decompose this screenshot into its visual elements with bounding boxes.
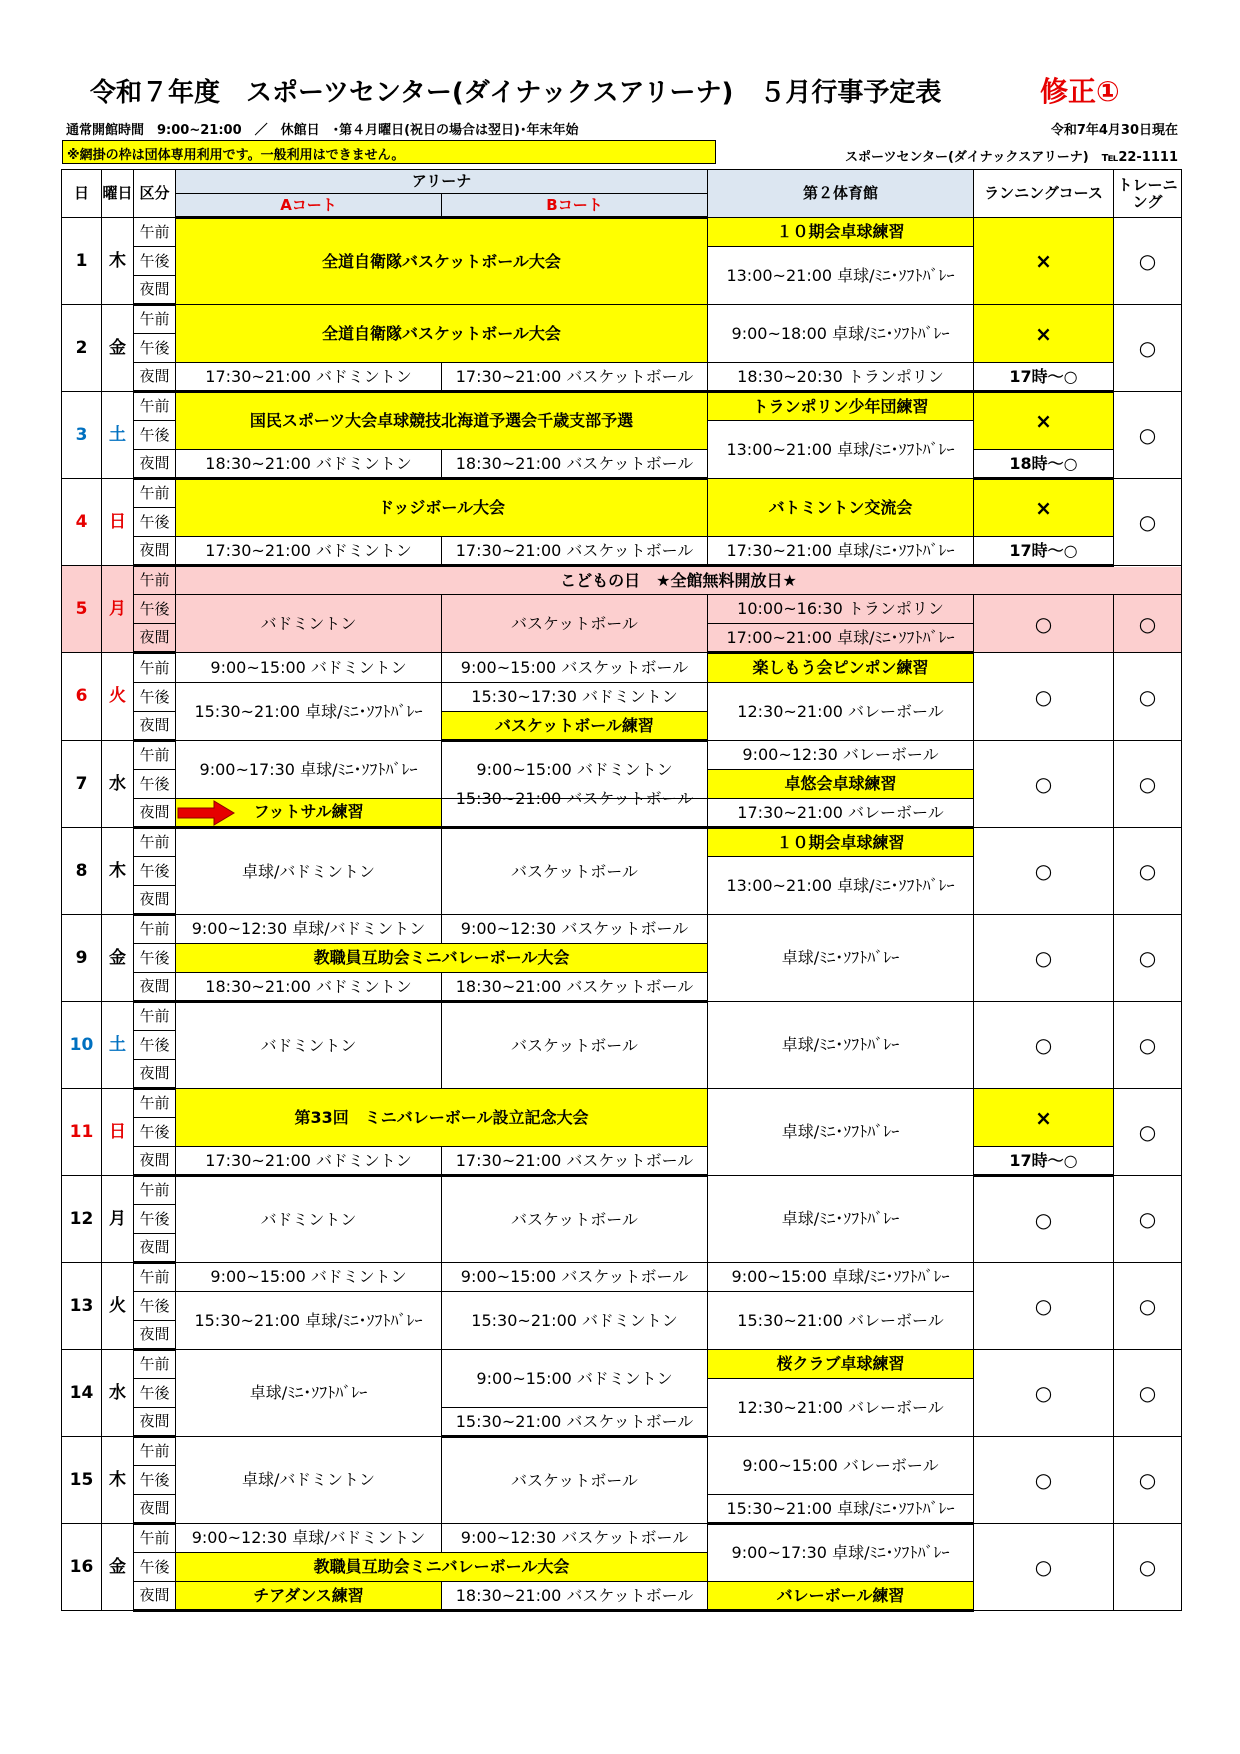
period-pm: 午後	[134, 1466, 176, 1495]
training-status: ○	[1114, 479, 1182, 566]
arena-event: ドッジボール大会	[176, 479, 708, 537]
day-of-week: 木	[102, 218, 134, 305]
col-court-b: Bコート	[442, 194, 708, 218]
period-am: 午前	[134, 1263, 176, 1292]
day-number: 14	[62, 1350, 102, 1437]
arena-event: 第33回 ミニバレーボール設立記念大会	[176, 1089, 708, 1147]
day-number: 6	[62, 653, 102, 741]
arena-event: 全道自衛隊バスケットボール大会	[176, 218, 708, 305]
gym2-ampm: 9:00~17:30 卓球/ﾐﾆ･ｿﾌﾄﾊﾞﾚｰ	[708, 1524, 974, 1582]
day-number: 11	[62, 1089, 102, 1176]
gym2-am: 楽しもう会ピンポン練習	[708, 653, 974, 683]
gym2-all: 卓球/ﾐﾆ･ｿﾌﾄﾊﾞﾚｰ	[708, 1176, 974, 1263]
running-status: ○	[974, 653, 1114, 741]
training-status: ○	[1114, 595, 1182, 653]
holiday-banner: こどもの日 ★全館無料開放日★	[176, 566, 1182, 595]
gym2-am: 桜クラブ卓球練習	[708, 1350, 974, 1379]
court-a-night: チアダンス練習	[176, 1582, 442, 1611]
day-of-week: 木	[102, 1437, 134, 1524]
gym2-all: 卓球/ﾐﾆ･ｿﾌﾄﾊﾞﾚｰ	[708, 915, 974, 1002]
court-b-am: 9:00~15:00 バドミントン	[442, 1350, 708, 1408]
period-pm: 午後	[134, 421, 176, 450]
running-status: ×	[974, 1089, 1114, 1147]
running-status: ×	[974, 305, 1114, 363]
period-pm: 午後	[134, 247, 176, 276]
running-status: ×	[974, 392, 1114, 450]
court-b-am: 9:00~15:00 バスケットボール	[442, 653, 708, 683]
col-gym2: 第２体育館	[708, 170, 974, 218]
day-number: 7	[62, 741, 102, 828]
court-b-night: 17:30~21:00 バスケットボール	[442, 1147, 708, 1176]
training-status: ○	[1114, 1263, 1182, 1350]
period-pm: 午後	[134, 1118, 176, 1147]
period-am: 午前	[134, 1089, 176, 1118]
court-a-am: 9:00~15:00 バドミントン	[176, 653, 442, 683]
period-pm: 午後	[134, 1292, 176, 1321]
court-b-am: 9:00~15:00 バスケットボール	[442, 1263, 708, 1292]
gym2-pm: 12:30~21:00 バレーボール	[708, 683, 974, 741]
day-of-week: 月	[102, 1176, 134, 1263]
court-a-night: 18:30~21:00 バドミントン	[176, 450, 442, 479]
period-night: 夜間	[134, 537, 176, 566]
period-night: 夜間	[134, 799, 176, 828]
notice-box: ※網掛の枠は団体専用利用です。一般利用はできません。	[62, 140, 716, 164]
court-a-am: 9:00~12:30 卓球/バドミントン	[176, 1524, 442, 1553]
arena-event: 教職員互助会ミニバレーボール大会	[176, 944, 708, 973]
day-of-week: 日	[102, 1089, 134, 1176]
court-b-night: 18:30~21:00 バスケットボール	[442, 450, 708, 479]
revision-label: 修正①	[1040, 75, 1120, 108]
court-a-night	[176, 799, 442, 828]
training-status: ○	[1114, 828, 1182, 915]
gym2-pm: 10:00~16:30 トランポリン	[708, 595, 974, 624]
period-pm: 午後	[134, 944, 176, 973]
day-number: 10	[62, 1002, 102, 1089]
training-status: ○	[1114, 741, 1182, 828]
period-am: 午前	[134, 1176, 176, 1205]
day-of-week: 水	[102, 1350, 134, 1437]
gym2-pm: 13:00~21:00 卓球/ﾐﾆ･ｿﾌﾄﾊﾞﾚｰ	[708, 857, 974, 915]
period-pm: 午後	[134, 508, 176, 537]
day-number: 16	[62, 1524, 102, 1611]
gym2-night: 17:00~21:00 卓球/ﾐﾆ･ｿﾌﾄﾊﾞﾚｰ	[708, 624, 974, 653]
court-a-am: 9:00~15:00 バドミントン	[176, 1263, 442, 1292]
court-a-ampm: 9:00~17:30 卓球/ﾐﾆ･ｿﾌﾄﾊﾞﾚｰ	[176, 741, 442, 799]
running-status: ○	[974, 1002, 1114, 1089]
day-of-week: 日	[102, 479, 134, 566]
period-night: 夜間	[134, 1408, 176, 1437]
arena-event: 教職員互助会ミニバレーボール大会	[176, 1553, 708, 1582]
running-status: ○	[974, 828, 1114, 915]
gym2-am: 9:00~15:00 バレーボール	[708, 1437, 974, 1495]
period-pm: 午後	[134, 334, 176, 363]
period-night: 夜間	[134, 363, 176, 392]
court-b-pm: 15:30~21:00 バドミントン	[442, 1292, 708, 1350]
court-b: バスケットボール	[442, 1176, 708, 1263]
period-pm: 午後	[134, 857, 176, 886]
period-night: 夜間	[134, 973, 176, 1002]
day-number: 2	[62, 305, 102, 392]
period-am: 午前	[134, 218, 176, 247]
period-night: 夜間	[134, 624, 176, 653]
court-a-am: 9:00~12:30 卓球/バドミントン	[176, 915, 442, 944]
period-night: 夜間	[134, 1582, 176, 1611]
col-arena: アリーナ	[176, 170, 708, 194]
court-b-am: 9:00~12:30 バスケットボール	[442, 1524, 708, 1553]
period-pm: 午後	[134, 1553, 176, 1582]
opening-hours: 通常開館時間 9:00~21:00 ／ 休館日 ･第４月曜日(祝日の場合は翌日)･年末年始	[66, 123, 579, 138]
court-b: バスケットボール	[442, 1437, 708, 1524]
court-b-night: バスケットボール練習	[442, 712, 708, 741]
court-a-night: 17:30~21:00 バドミントン	[176, 363, 442, 392]
training-status: ○	[1114, 392, 1182, 479]
period-am: 午前	[134, 1437, 176, 1466]
period-pm: 午後	[134, 1031, 176, 1060]
col-training: トレーニング	[1114, 170, 1182, 218]
period-am: 午前	[134, 828, 176, 857]
period-am: 午前	[134, 392, 176, 421]
day-number: 1	[62, 218, 102, 305]
court-a: 卓球/ﾐﾆ･ｿﾌﾄﾊﾞﾚｰ	[176, 1350, 442, 1437]
court-b-pm: 15:30~17:30 バドミントン	[442, 683, 708, 712]
training-status: ○	[1114, 1002, 1182, 1089]
running-status: ×	[974, 218, 1114, 305]
court-b-am: 9:00~15:00 バドミントン	[442, 741, 708, 799]
gym2-all: 卓球/ﾐﾆ･ｿﾌﾄﾊﾞﾚｰ	[708, 1089, 974, 1176]
col-court-a: Aコート	[176, 194, 442, 218]
court-a-night-label: フットサル練習	[253, 802, 364, 821]
court-a: 卓球/バドミントン	[176, 1437, 442, 1524]
gym2-pm: 卓悠会卓球練習	[708, 770, 974, 799]
period-pm: 午後	[134, 595, 176, 624]
running-night: 17時～○	[974, 1147, 1114, 1176]
period-night: 夜間	[134, 1495, 176, 1524]
running-status: ○	[974, 1350, 1114, 1437]
court-b: バスケットボール	[442, 595, 708, 653]
gym2-night: バレーボール練習	[708, 1582, 974, 1611]
page-title: 令和７年度 スポーツセンター(ダイナックスアリーナ) ５月行事予定表	[90, 78, 942, 108]
period-am: 午前	[134, 1524, 176, 1553]
gym2-am: １０期会卓球練習	[708, 828, 974, 857]
arrow-right-icon	[176, 800, 236, 826]
court-b-night: 17:30~21:00 バスケットボール	[442, 537, 708, 566]
court-a-night: 17:30~21:00 バドミントン	[176, 537, 442, 566]
gym2-am: 9:00~15:00 卓球/ﾐﾆ･ｿﾌﾄﾊﾞﾚｰ	[708, 1263, 974, 1292]
training-status: ○	[1114, 1089, 1182, 1176]
period-night: 夜間	[134, 276, 176, 305]
gym2-all: 卓球/ﾐﾆ･ｿﾌﾄﾊﾞﾚｰ	[708, 1002, 974, 1089]
running-status: ×	[974, 479, 1114, 537]
day-number: 5	[62, 566, 102, 653]
court-b-night: 15:30~21:00 バスケットボール	[442, 785, 708, 814]
training-status: ○	[1114, 1524, 1182, 1611]
training-status: ○	[1114, 1176, 1182, 1263]
period-am: 午前	[134, 566, 176, 595]
gym2-pm: 13:00~21:00 卓球/ﾐﾆ･ｿﾌﾄﾊﾞﾚｰ	[708, 421, 974, 479]
period-am: 午前	[134, 1002, 176, 1031]
arena-event: 国民スポーツ大会卓球競技北海道予選会千歳支部予選	[176, 392, 708, 450]
day-of-week: 火	[102, 1263, 134, 1350]
gym2-ampm: 9:00~18:00 卓球/ﾐﾆ･ｿﾌﾄﾊﾞﾚｰ	[708, 305, 974, 363]
training-status: ○	[1114, 1437, 1182, 1524]
court-a: バドミントン	[176, 1176, 442, 1263]
col-period: 区分	[134, 170, 176, 218]
running-night: 18時～○	[974, 450, 1114, 479]
court-a-night: 18:30~21:00 バドミントン	[176, 973, 442, 1002]
col-running: ランニングコース	[974, 170, 1114, 218]
period-am: 午前	[134, 1350, 176, 1379]
running-status: ○	[974, 1263, 1114, 1350]
gym2-night: 17:30~21:00 卓球/ﾐﾆ･ｿﾌﾄﾊﾞﾚｰ	[708, 537, 974, 566]
period-am: 午前	[134, 915, 176, 944]
period-am: 午前	[134, 479, 176, 508]
arena-event: 全道自衛隊バスケットボール大会	[176, 305, 708, 363]
court-a: 卓球/バドミントン	[176, 828, 442, 915]
gym2-am: １０期会卓球練習	[708, 218, 974, 247]
court-b-night: 18:30~21:00 バスケットボール	[442, 1582, 708, 1611]
training-status: ○	[1114, 218, 1182, 305]
day-of-week: 金	[102, 915, 134, 1002]
period-night: 夜間	[134, 1147, 176, 1176]
training-status: ○	[1114, 915, 1182, 1002]
running-status: ○	[974, 1176, 1114, 1263]
running-status: ○	[974, 1524, 1114, 1611]
running-status: ○	[974, 741, 1114, 828]
gym2-pm: 13:00~21:00 卓球/ﾐﾆ･ｿﾌﾄﾊﾞﾚｰ	[708, 247, 974, 305]
court-a-pm: 15:30~21:00 卓球/ﾐﾆ･ｿﾌﾄﾊﾞﾚｰ	[176, 683, 442, 741]
day-number: 9	[62, 915, 102, 1002]
period-night: 夜間	[134, 1234, 176, 1263]
period-night: 夜間	[134, 886, 176, 915]
court-b-am: 9:00~12:30 バスケットボール	[442, 915, 708, 944]
gym2-am: トランポリン少年団練習	[708, 392, 974, 421]
day-number: 4	[62, 479, 102, 566]
period-pm: 午後	[134, 1205, 176, 1234]
col-day: 日	[62, 170, 102, 218]
court-b-night: 15:30~21:00 バスケットボール	[442, 1408, 708, 1437]
day-number: 13	[62, 1263, 102, 1350]
court-b: バスケットボール	[442, 1002, 708, 1089]
day-of-week: 金	[102, 305, 134, 392]
col-dow: 曜日	[102, 170, 134, 218]
running-night: 17時～○	[974, 537, 1114, 566]
period-am: 午前	[134, 653, 176, 683]
period-pm: 午後	[134, 1379, 176, 1408]
period-night: 夜間	[134, 1321, 176, 1350]
court-a-night: 17:30~21:00 バドミントン	[176, 1147, 442, 1176]
as-of-date: 令和7年4月30日現在	[1050, 123, 1178, 138]
gym2-night: 17:30~21:00 バレーボール	[708, 799, 974, 828]
training-status: ○	[1114, 305, 1182, 392]
court-b-night: 18:30~21:00 バスケットボール	[442, 973, 708, 1002]
day-number: 3	[62, 392, 102, 479]
period-night: 夜間	[134, 712, 176, 741]
day-of-week: 土	[102, 1002, 134, 1089]
schedule-table	[61, 169, 1182, 1612]
training-status: ○	[1114, 1350, 1182, 1437]
period-am: 午前	[134, 305, 176, 334]
running-status: ○	[974, 1437, 1114, 1524]
facility-contact: スポーツセンター(ダイナックスアリーナ) ℡22-1111	[845, 150, 1178, 165]
day-of-week: 火	[102, 653, 134, 741]
gym2-pm: 15:30~21:00 バレーボール	[708, 1292, 974, 1350]
gym2-night: 18:30~20:30 トランポリン	[708, 363, 974, 392]
day-of-week: 月	[102, 566, 134, 653]
period-night: 夜間	[134, 450, 176, 479]
running-night: 17時～○	[974, 363, 1114, 392]
running-status: ○	[974, 915, 1114, 1002]
day-of-week: 金	[102, 1524, 134, 1611]
gym2-ampm: バトミントン交流会	[708, 479, 974, 537]
gym2-pm: 15:30~21:00 卓球/ﾐﾆ･ｿﾌﾄﾊﾞﾚｰ	[708, 1495, 974, 1524]
court-b-night: 17:30~21:00 バスケットボール	[442, 363, 708, 392]
day-number: 8	[62, 828, 102, 915]
gym2-am: 9:00~12:30 バレーボール	[708, 741, 974, 770]
gym2-pm: 12:30~21:00 バレーボール	[708, 1379, 974, 1437]
period-pm: 午後	[134, 683, 176, 712]
training-status: ○	[1114, 653, 1182, 741]
day-number: 15	[62, 1437, 102, 1524]
court-a: バドミントン	[176, 1002, 442, 1089]
period-pm: 午後	[134, 770, 176, 799]
running-status: ○	[974, 595, 1114, 653]
day-of-week: 水	[102, 741, 134, 828]
day-number: 12	[62, 1176, 102, 1263]
court-b: バスケットボール	[442, 828, 708, 915]
period-am: 午前	[134, 741, 176, 770]
court-a: バドミントン	[176, 595, 442, 653]
day-of-week: 土	[102, 392, 134, 479]
court-a-pm: 15:30~21:00 卓球/ﾐﾆ･ｿﾌﾄﾊﾞﾚｰ	[176, 1292, 442, 1350]
period-night: 夜間	[134, 1060, 176, 1089]
day-of-week: 木	[102, 828, 134, 915]
